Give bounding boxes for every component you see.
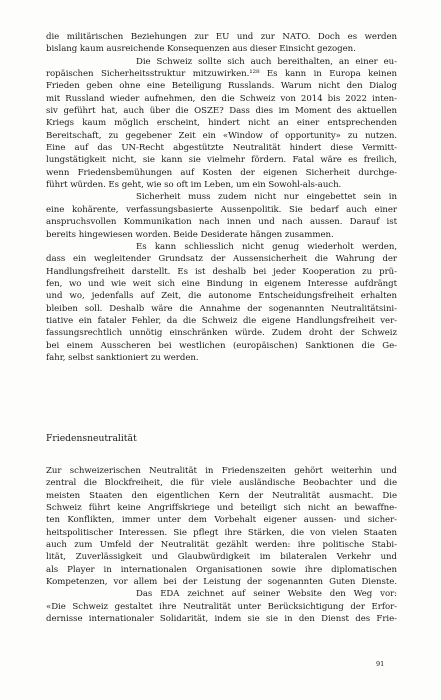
text-line: zentral die Blockfreiheit, die für viele ausländische Beobachter und die <box>46 478 397 489</box>
text-line: eine kohärente, verfassungsbasierte Aussenpolitik. Sie bedarf auch einer <box>46 204 397 215</box>
text-line: dass ein wegleitender Grundsatz der Aussensicherheit die Wahrung der <box>46 254 397 265</box>
text-line: bislang kaum ausreichende Konsequenzen aus dieser Einsicht gezogen. <box>46 44 356 55</box>
text-line: Handlungsfreiheit darstellt. Es ist deshalb bei jeder Kooperation zu prü- <box>46 266 397 277</box>
text-line: wenn Friedensbemühungen auf Kosten der eigenen Sicherheit durchge- <box>46 167 397 178</box>
text-line: ten Konflikten, immer unter dem Vorbehalt eigener aussen- und sicher- <box>46 515 397 526</box>
text-line: Kompetenzen, vor allem bei der Leistung der sogenannten Guten Dienste. <box>46 577 397 588</box>
text-line: Zur schweizerischen Neutralität in Friedenszeiten gehört weiterhin und <box>46 466 397 476</box>
text-line: bleiben soll. Deshalb wäre die Annahme der sogenannten Neutralitätsini- <box>46 303 397 314</box>
text-line: tiative ein fataler Fehler, da die Schweiz die eigene Handlungsfreiheit ver- <box>46 315 397 326</box>
section-heading: Friedensneutralität <box>46 433 137 444</box>
text-line: Eine auf das UN-Recht abgestützte Neutralität hindert diese Vermitt- <box>46 143 397 154</box>
text-line: als Player in internationalen Organisationen sowie ihre diplomatischen <box>46 564 397 575</box>
text-line: heitspolitischer Interessen. Sie pflegt ihre Stärken, die von vielen Staaten <box>46 527 397 538</box>
text-line: lungstätigkeit nicht, sie kann sie vielmehr fördern. Fatal wäre es freilich, <box>46 155 397 166</box>
text-line: Sicherheit muss zudem nicht nur eingebettet sein in <box>136 192 397 203</box>
text-line: Schweiz führt keine Angriffskriege und beteiligt sich nicht an bewaffne- <box>46 503 397 514</box>
text-line: fen, wo und wie weit sich eine Bindung in eigenem Interesse aufdrängt <box>46 278 397 289</box>
text-line: ropäischen Sicherheitsstruktur mitzuwirken.¹²⁸ Es kann in Europa keinen <box>46 69 397 80</box>
text-line: lität, Zuverlässigkeit und Glaubwürdigkeit im bilateralen Verkehr und <box>46 552 397 563</box>
page-number: 91 <box>376 660 385 668</box>
text-line: Das EDA zeichnet auf seiner Website den Weg vor: <box>136 589 397 600</box>
text-line: meisten Staaten den eigentlichen Kern der Neutralität ausmacht. Die <box>46 490 397 501</box>
text-line: dernisse internationaler Solidarität, indem sie sie in den Dienst des Frie- <box>46 614 397 625</box>
text-line: Es kann schliesslich nicht genug wiederholt werden, <box>136 241 397 252</box>
text-line: die militärischen Beziehungen zur EU und zur NATO. Doch es werden <box>46 32 397 42</box>
text-line: Bereitschaft, zu gegebener Zeit ein «Window of opportunity» zu nutzen. <box>46 130 397 141</box>
text-line: mit Russland wieder aufnehmen, den die Schweiz von 2014 bis 2022 inten- <box>46 93 397 104</box>
text-line: «Die Schweiz gestaltet ihre Neutralität unter Berücksichtigung der Erfor- <box>46 601 397 612</box>
text-line: Kriegs kaum möglich erscheint, hindert nicht an einer entsprechenden <box>46 118 397 129</box>
text-line: bereits hingewiesen worden. Beide Desiderate hängen zusammen. <box>46 229 334 240</box>
text-line: Die Schweiz sollte sich auch bereithalten, an einer eu- <box>136 56 397 67</box>
text-line: fassungsrechtlich unnötig einschränken würde. Zudem droht der Schweiz <box>46 328 397 339</box>
text-line: bei einem Ausscheren bei westlichen (europäischen) Sanktionen die Ge- <box>46 340 397 351</box>
text-line: siv geführt hat, auch über die OSZE? Dass dies im Moment des aktuellen <box>46 106 397 117</box>
body-text-lower <box>46 465 397 625</box>
text-line: führt würden. Es geht, wie so oft im Leben, um ein Sowohl-als-auch. <box>46 180 342 191</box>
text-line: und wo, jedenfalls auf Zeit, die autonome Entscheidungsfreiheit erhalten <box>46 291 397 302</box>
text-line: anspruchsvollen Kommunikation nach innen und nach aussen. Darauf ist <box>46 217 397 228</box>
text-line: Frieden geben ohne eine Beteiligung Russlands. Warum nicht den Dialog <box>46 81 397 92</box>
text-line: auch zum Umfeld der Neutralität gezählt werden: ihre politische Stabi- <box>46 540 397 551</box>
body-text-upper <box>46 31 397 364</box>
text-line: fahr, selbst sanktioniert zu werden. <box>46 352 199 363</box>
